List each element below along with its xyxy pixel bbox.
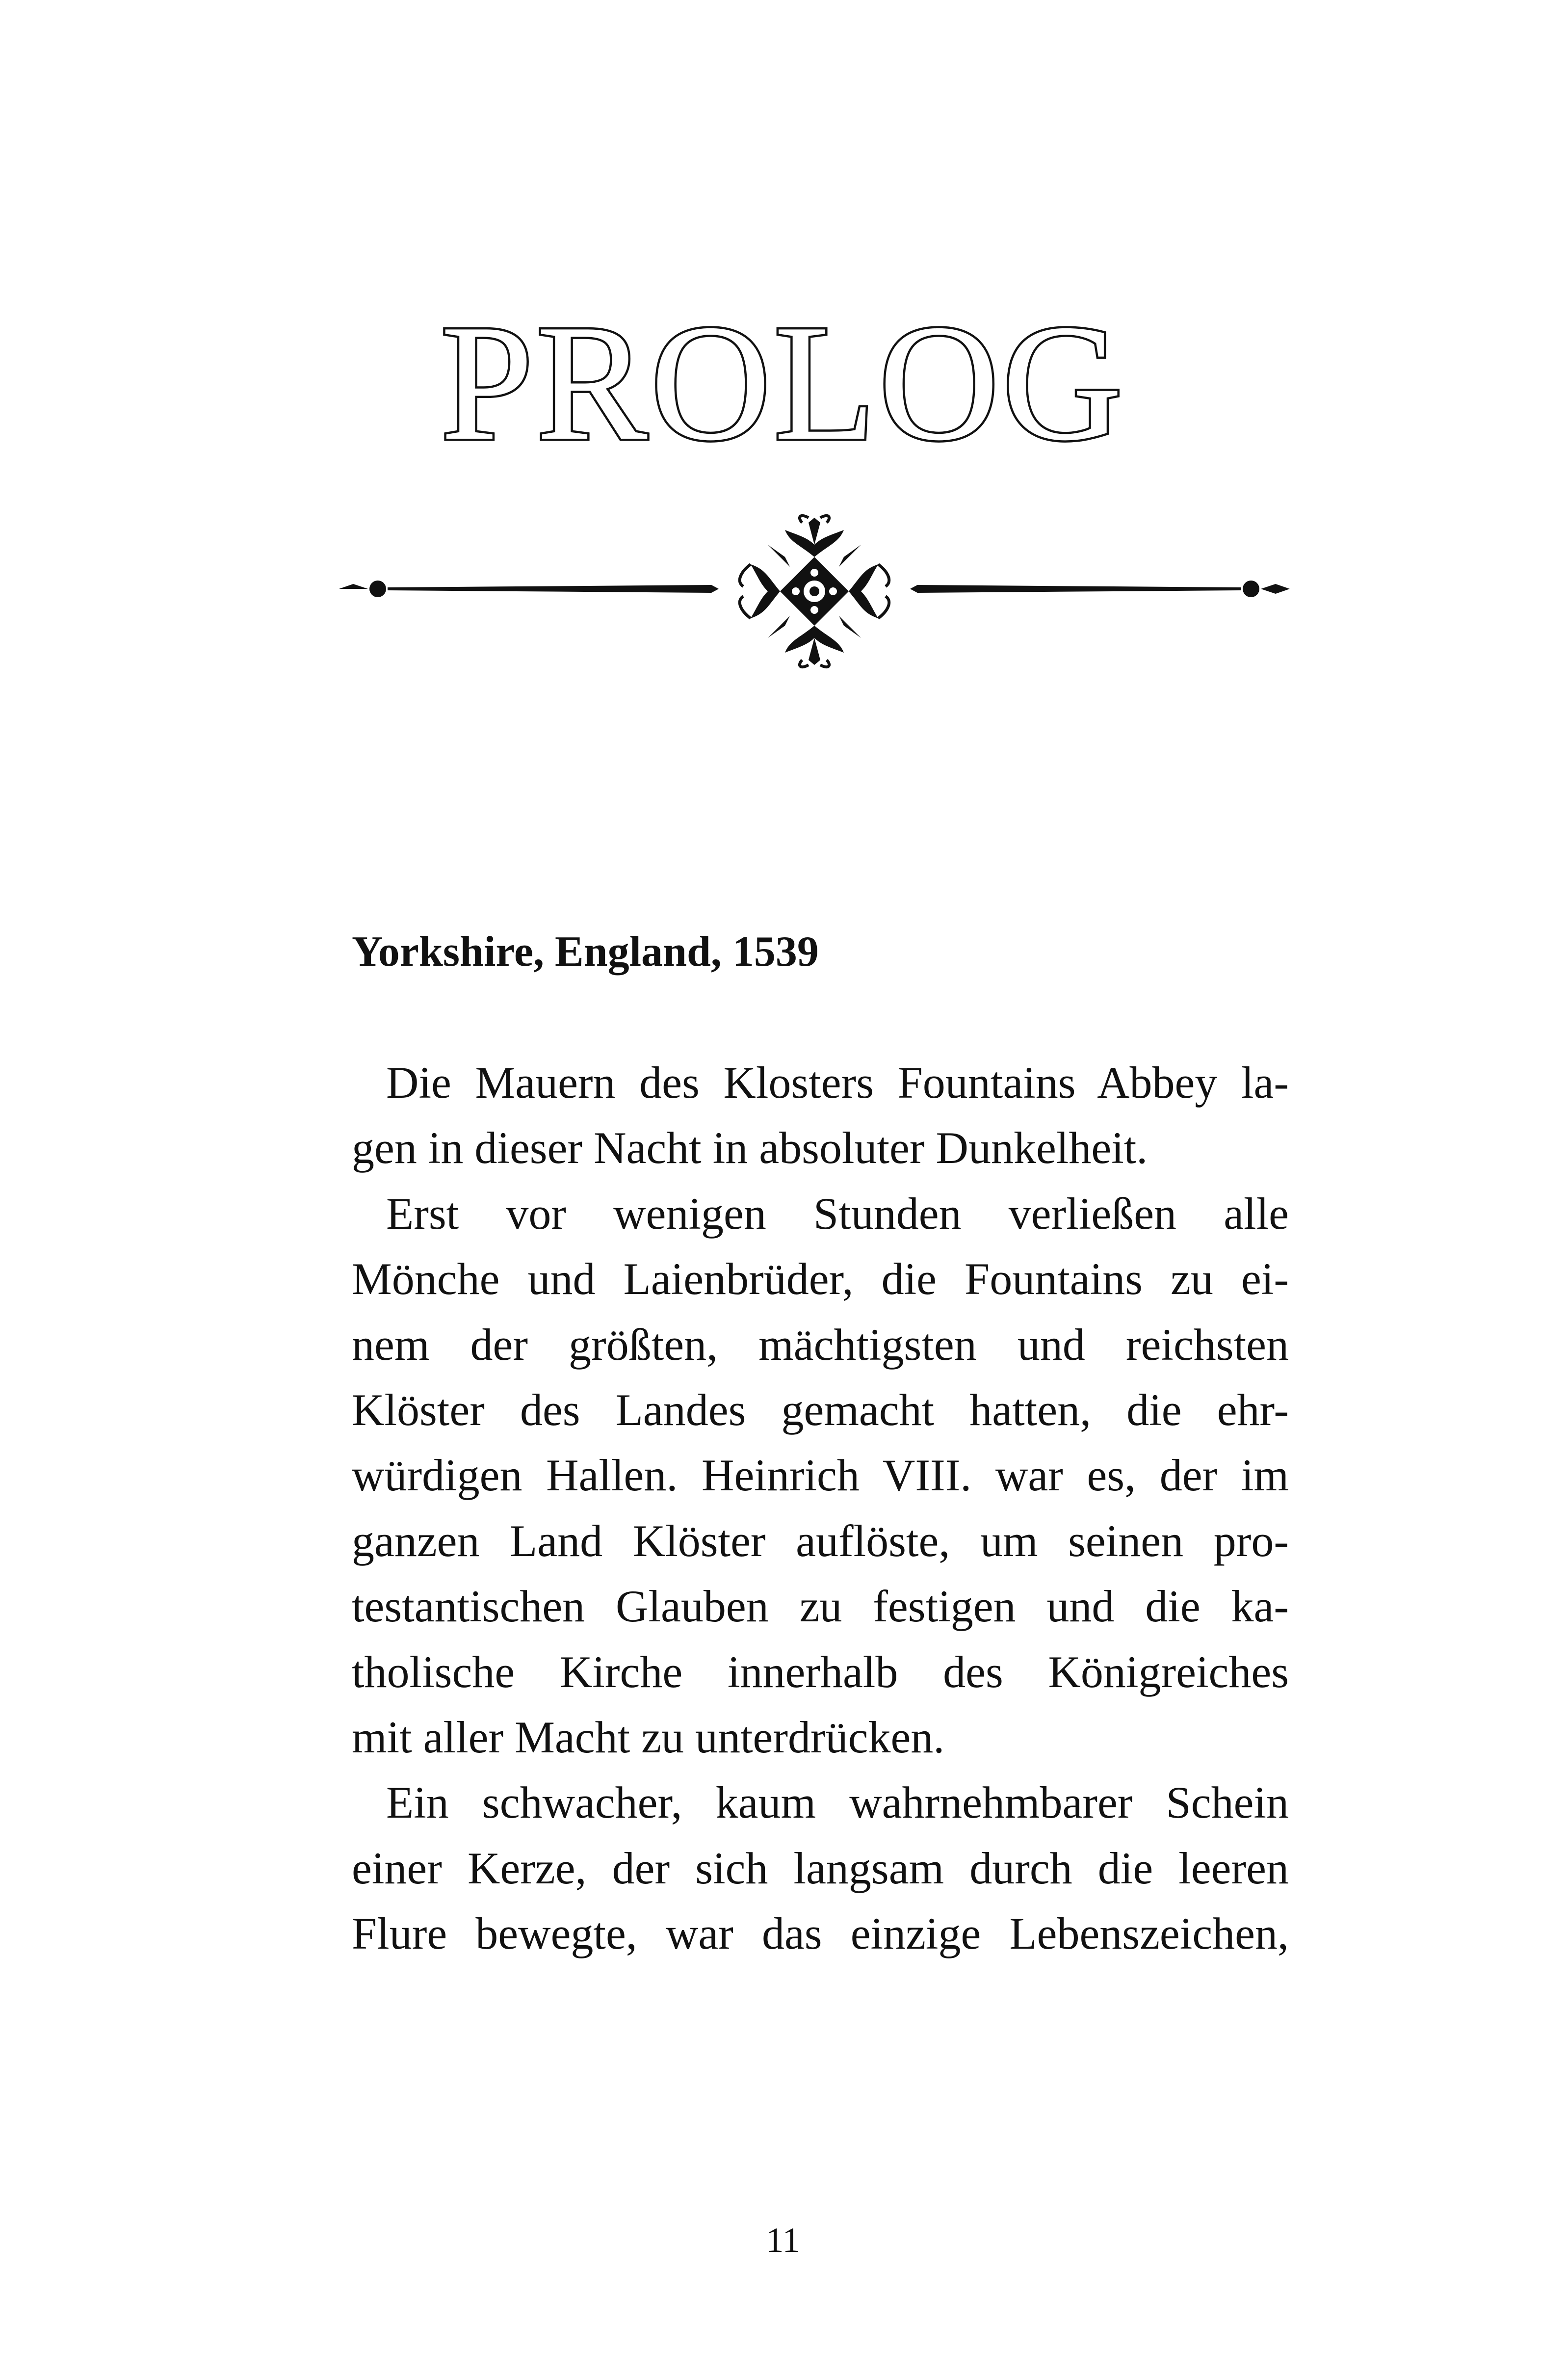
paragraph xyxy=(352,1770,1289,1966)
text-line: einer Kerze, der sich langsam durch die leeren xyxy=(352,1843,1289,1893)
text-line: gen in dieser Nacht in absoluter Dunkelheit. xyxy=(352,1123,1148,1173)
text-line: Klöster des Landes gemacht hatten, die ehr- xyxy=(352,1385,1289,1435)
text-line: tholische Kirche innerhalb des Königreiches xyxy=(352,1646,1289,1697)
paragraph xyxy=(352,1181,1289,1771)
text-line: Die Mauern des Klosters Fountains Abbey la- xyxy=(386,1058,1289,1108)
text-line: Flure bewegte, war das einzige Lebenszeichen, xyxy=(352,1908,1289,1959)
text-line: würdigen Hallen. Heinrich VIII. war es, der im xyxy=(352,1450,1289,1501)
text-line: Mönche und Laienbrüder, die Fountains zu ei- xyxy=(352,1254,1289,1304)
paragraph xyxy=(352,1050,1289,1181)
text-line: ganzen Land Klöster auflöste, um seinen pro- xyxy=(352,1515,1289,1566)
text-line: Erst vor wenigen Stunden verließen alle xyxy=(386,1188,1289,1239)
text-line: Ein schwacher, kaum wahrnehmbarer Schein xyxy=(386,1777,1289,1828)
chapter-title: PROLOG xyxy=(440,290,1126,475)
page-number: 11 xyxy=(766,2221,800,2260)
fleuron-ornament-icon xyxy=(339,510,1290,672)
text-line: mit aller Macht zu unterdrücken. xyxy=(352,1712,945,1763)
setting-heading: Yorkshire, England, 1539 xyxy=(352,928,819,976)
body-text xyxy=(352,1050,1289,1967)
text-line: nem der größten, mächtigsten und reichsten xyxy=(352,1319,1289,1370)
text-line: testantischen Glauben zu festigen und die ka- xyxy=(352,1581,1289,1632)
